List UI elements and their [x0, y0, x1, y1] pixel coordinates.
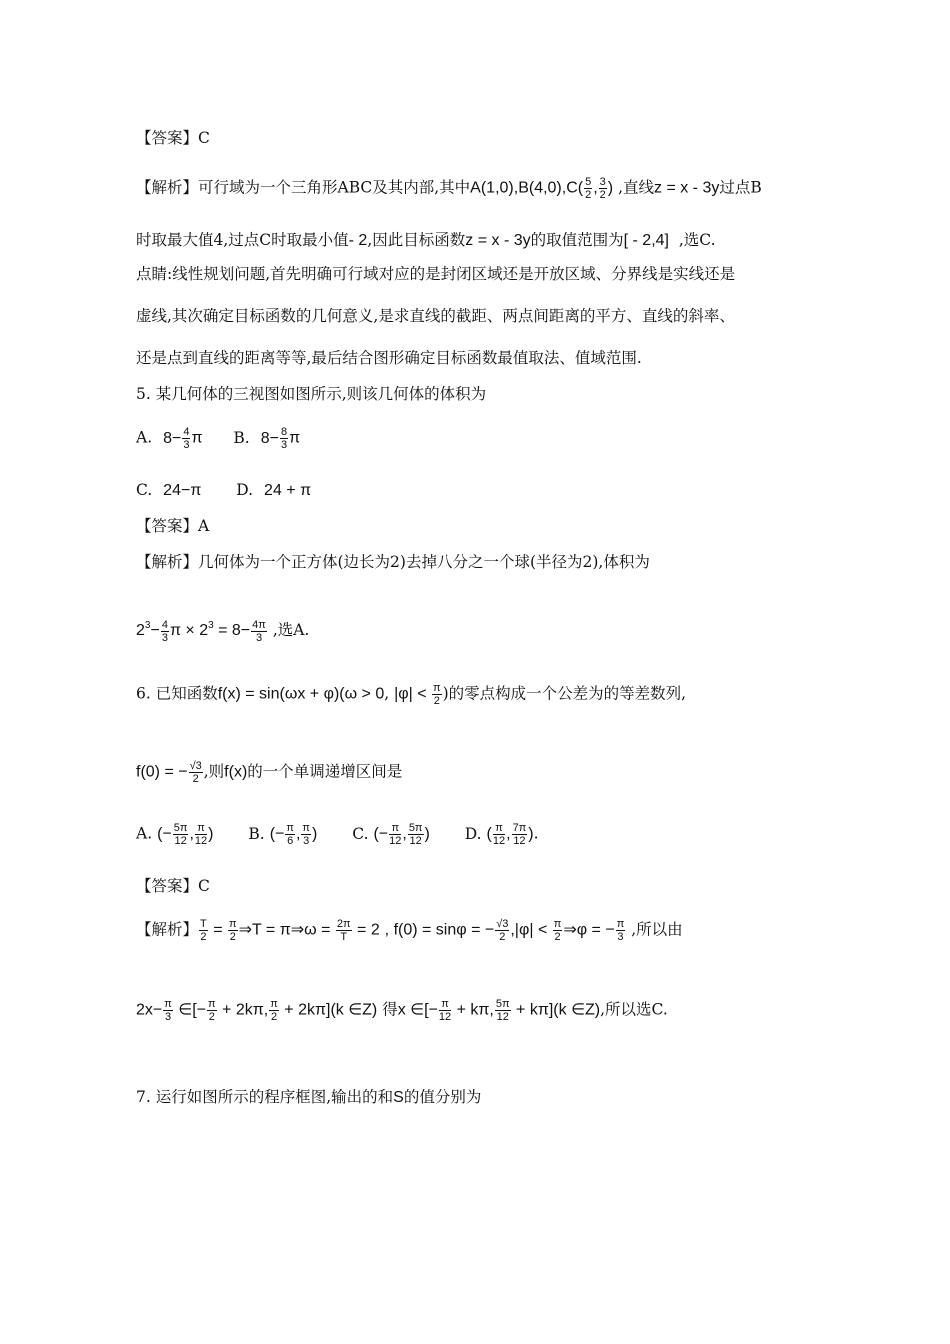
- comma: ,: [384, 684, 390, 703]
- text: )的零点构成一个公差为的等差数列,: [442, 684, 687, 703]
- fx: f(x): [224, 763, 248, 781]
- fraction-3-2: $\frac{3}{2}$: [599, 176, 606, 201]
- range-formula: [ - 2,4]: [623, 232, 669, 249]
- question-6-options: A. (− $\frac{5\pi}{12}$ , $\frac{\pi}{12}$ ) B. (− $\frac{\pi}{6}$ , $\frac{\pi}{3}$ ) C. (− $\frac{\pi}{12}$ , $\frac{5\pi}{12}$ ) D. ( $\frac{\pi}{12}$ , $\frac{7\pi}{12}$ ).: [136, 822, 539, 847]
- text: 7. 运行如图所示的程序框图,输出的和: [136, 1088, 394, 1106]
- text: 6. 已知函数: [136, 684, 218, 703]
- text: ,选C.: [678, 231, 716, 249]
- text: ,所以选C.: [600, 1000, 668, 1019]
- question-5-options-cd: [136, 480, 311, 501]
- text: ,因此目标函数: [367, 231, 466, 249]
- note-line1: 点睛:线性规划问题,首先明确可行域对应的是封闭区域还是开放区域、分界线是实线还是: [136, 265, 736, 283]
- note-line3: 还是点到直线的距离等等,最后结合图形确定目标函数最值取法、值域范围.: [136, 349, 642, 367]
- fraction-pi-2: $\frac{\pi}{2}$: [433, 682, 441, 707]
- text: 的一个单调递增区间是: [247, 762, 403, 781]
- analysis-4-line1: 【解析】可行域为一个三角形ABC及其内部,其中A(1,0),B(4,0),C( $\frac{5}{2}$ , $\frac{3}{2}$ ) ,直线z = x - 3y过点B: [136, 176, 762, 201]
- option-a-label: A.: [136, 428, 153, 447]
- fraction-sqrt3-2: $\frac{√3}{2}$: [189, 760, 202, 785]
- value-minus-2: - 2: [348, 232, 368, 249]
- question-6-line1: 6. 已知函数f(x) = sin(ωx + φ)(ω > 0, |φ| < $\frac{\pi}{2}$ )的零点构成一个公差为的等差数列,: [136, 682, 687, 707]
- option-a-label: A.: [136, 824, 153, 843]
- text: ,则: [203, 762, 225, 781]
- variable-s: S: [393, 1089, 404, 1106]
- fraction-4-3: $\frac{4}{3}$: [161, 618, 168, 644]
- option-d-value: 24 + π: [264, 482, 312, 499]
- formula-z: z = x - 3y: [465, 232, 531, 249]
- text: ,直线: [618, 178, 654, 197]
- option-b-label: B.: [233, 428, 250, 447]
- text: ,所以由: [631, 920, 683, 939]
- question-6-line2: f(0) = − $\frac{√3}{2}$ ,则f(x)的一个单调递增区间是: [136, 760, 403, 785]
- option-d-label: D.: [464, 824, 482, 843]
- question-7: [136, 1087, 481, 1108]
- text: 得: [382, 1000, 398, 1019]
- omega-condition: (ω > 0: [339, 685, 385, 703]
- option-b-label: B.: [248, 824, 265, 843]
- analysis-5-formula: $2^3-$ $\frac{4}{3}$ $\pi \times 2^3 = 8-$ $\frac{4\pi}{3}$ ,选A.: [136, 618, 310, 644]
- question-5: 5. 某几何体的三视图如图所示,则该几何体的体积为: [136, 385, 487, 403]
- analysis-6-line1: 【解析】 $\frac{T}{2}$ = $\frac{\pi}{2}$ ⇒T = π⇒ω = $\frac{2\pi}{T}$ = 2 , f(0) = sinφ = − $\frac{√3}{2}$ ,|φ| < $\frac{\pi}{2}$ ⇒φ = − $\frac{\pi}{3}$ ,所以由: [136, 918, 683, 943]
- points-formula: A(1,0),B(4,0),C(: [470, 179, 584, 197]
- analysis-6-line2: 2x− $\frac{\pi}{3}$ ∈[− $\frac{\pi}{2}$ + 2kπ, $\frac{\pi}{2}$ + 2kπ](k ∈Z) 得x ∈[− $\frac{\pi}{12}$ + kπ, $\frac{5\pi}{12}$ + kπ](k ∈Z),所以选C.: [136, 998, 668, 1023]
- option-d-label: D.: [236, 481, 254, 499]
- text: 的值分别为: [403, 1088, 482, 1106]
- text: 【解析】可行域为一个三角形ABC及其内部,其中: [136, 178, 471, 197]
- option-c-label: C.: [352, 824, 369, 843]
- option-c-value: 24−π: [163, 482, 202, 499]
- text: 过点B: [719, 178, 762, 197]
- question-5-options-ab: A. 8− $\frac{4}{3}$ π B. 8− $\frac{8}{3}$ π: [136, 426, 301, 451]
- text: 时取最大值4,过点C时取最小值: [136, 231, 349, 249]
- text: 【解析】: [136, 920, 199, 939]
- fraction-8-3: $\frac{8}{3}$: [280, 426, 288, 451]
- fraction-5-2: $\frac{5}{2}$: [585, 176, 592, 201]
- option-c-label: C.: [136, 481, 153, 499]
- text: 的取值范围为: [530, 231, 624, 249]
- text: ,选A.: [272, 621, 310, 639]
- answer-5: 【答案】A: [136, 517, 210, 535]
- note-line2: 虚线,其次确定目标函数的几何意义,是求直线的截距、两点间距离的平方、直线的斜率、: [136, 307, 735, 325]
- analysis-5: 【解析】几何体为一个正方体(边长为2)去掉八分之一个球(半径为2),体积为: [136, 553, 650, 571]
- answer-4: 【答案】C: [136, 129, 210, 147]
- formula-z: z = x - 3y: [654, 179, 720, 197]
- analysis-4-line2: [136, 230, 716, 251]
- function-formula: f(x) = sin(ωx + φ): [217, 685, 340, 703]
- fraction-4pi-3: $\frac{4\pi}{3}$: [252, 618, 266, 644]
- answer-6: 【答案】C: [136, 877, 210, 895]
- fraction-4-3: $\frac{4}{3}$: [183, 426, 190, 451]
